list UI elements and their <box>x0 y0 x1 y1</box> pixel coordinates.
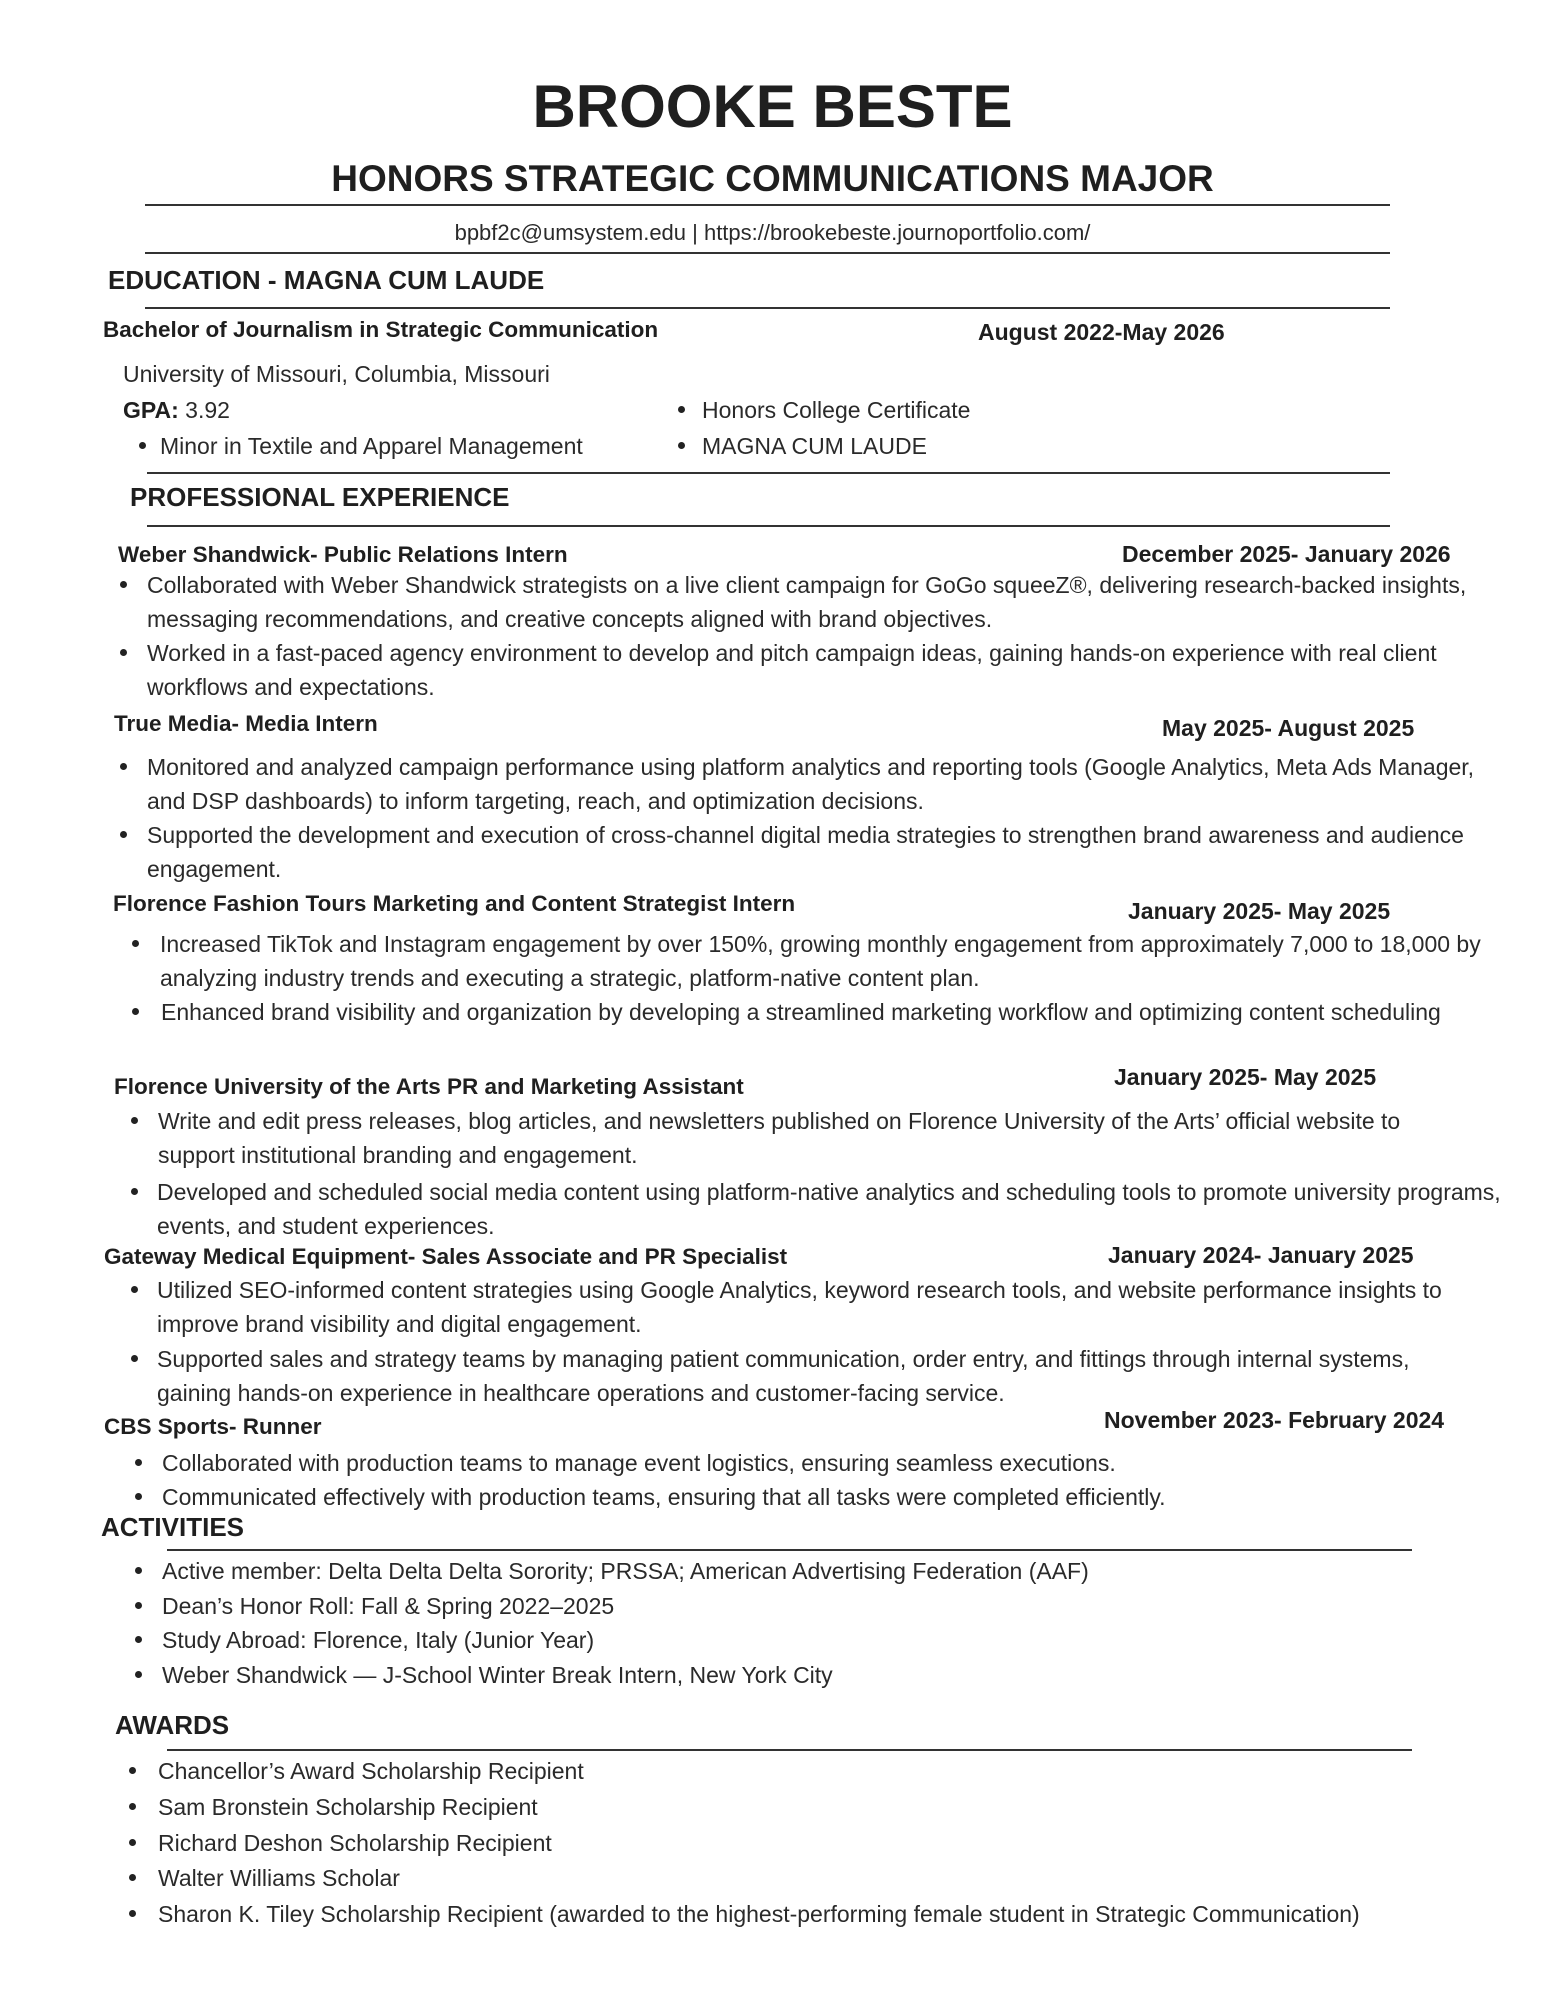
divider <box>145 204 1390 206</box>
bullet-icon <box>129 1767 136 1774</box>
divider <box>145 252 1390 254</box>
job-dates: November 2023- February 2024 <box>1104 1407 1445 1433</box>
bullet-icon <box>135 1567 142 1574</box>
school-name: University of Missouri, Columbia, Missouri <box>123 361 550 387</box>
job-title: Gateway Medical Equipment- Sales Associate and PR Specialist <box>104 1244 788 1269</box>
divider <box>147 472 1390 474</box>
job-title: Weber Shandwick- Public Relations Intern <box>118 542 568 567</box>
resume-title: HONORS STRATEGIC COMMUNICATIONS MAJOR <box>331 158 1214 199</box>
degree-title: Bachelor of Journalism in Strategic Communication <box>103 317 659 342</box>
bullet-icon <box>135 1602 142 1609</box>
bullet-icon <box>129 1910 136 1917</box>
bullet-icon <box>678 406 685 413</box>
bullet-icon <box>120 581 127 588</box>
job-dates: December 2025- January 2026 <box>1122 541 1451 567</box>
job-title: Florence Fashion Tours Marketing and Content Strategist Intern <box>113 891 796 916</box>
bullet-icon <box>131 1117 138 1124</box>
activities-heading: ACTIVITIES <box>101 1512 245 1542</box>
bullet-icon <box>120 649 127 656</box>
divider <box>147 525 1390 527</box>
bullet-icon <box>120 831 127 838</box>
bullet-icon <box>132 940 139 947</box>
job-dates: January 2025- May 2025 <box>1128 898 1391 924</box>
education-heading: EDUCATION - MAGNA CUM LAUDE <box>108 265 545 295</box>
education-dates: August 2022-May 2026 <box>978 319 1225 345</box>
bullet-icon <box>135 1671 142 1678</box>
divider <box>145 307 1390 309</box>
job-title: True Media- Media Intern <box>114 711 378 736</box>
bullet-icon <box>131 1355 138 1362</box>
job-dates: January 2025- May 2025 <box>1114 1064 1377 1090</box>
bullet-icon <box>135 1636 142 1643</box>
experience-heading: PROFESSIONAL EXPERIENCE <box>130 482 510 512</box>
job-dates: January 2024- January 2025 <box>1108 1242 1414 1268</box>
bullet-icon <box>129 1803 136 1810</box>
bullet-icon <box>120 763 127 770</box>
gpa <box>123 393 230 427</box>
job-dates: May 2025- August 2025 <box>1162 715 1415 741</box>
bullet-icon <box>135 1459 142 1466</box>
job-title: CBS Sports- Runner <box>104 1414 322 1439</box>
contact-info: bpbf2c@umsystem.edu | https://brookebeste.journoportfolio.com/ <box>454 220 1091 245</box>
awards-heading: AWARDS <box>115 1710 230 1740</box>
bullet-icon <box>135 1493 142 1500</box>
bullet-icon <box>139 442 146 449</box>
divider <box>167 1549 1412 1551</box>
bullet-icon <box>129 1874 136 1881</box>
divider <box>167 1749 1412 1751</box>
bullet-icon <box>131 1286 138 1293</box>
bullet-icon <box>129 1839 136 1846</box>
bullet-icon <box>131 1188 138 1195</box>
bullet-icon <box>678 442 685 449</box>
gpa-value: 3.92 <box>178 397 230 423</box>
resume-name: BROOKE BESTE <box>532 73 1013 140</box>
bullet-icon <box>132 1008 139 1015</box>
job-title: Florence University of the Arts PR and Marketing Assistant <box>114 1074 744 1099</box>
gpa-label: GPA: <box>123 397 179 423</box>
